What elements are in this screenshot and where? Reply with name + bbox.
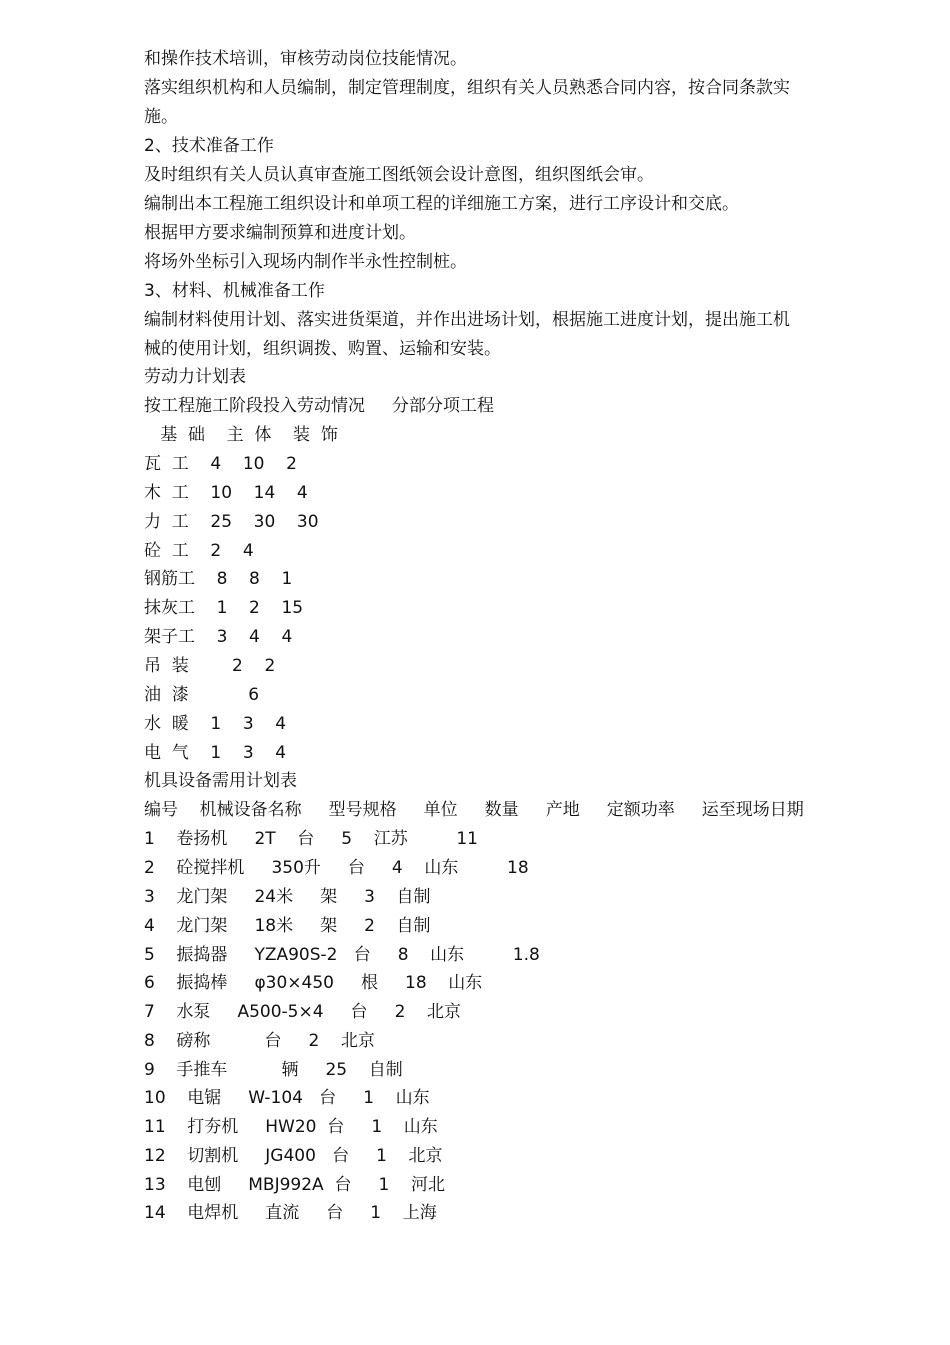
equipment-table-row: 8 磅称 台 2 北京 (144, 1031, 375, 1051)
equipment-table-row: 2 砼搅拌机 350升 台 4 山东 18 (144, 858, 529, 878)
text-line-construction-plan: 编制出本工程施工组织设计和单项工程的详细施工方案，进行工序设计和交底。 (144, 194, 739, 214)
text-line-organization: 落实组织机构和人员编制，制定管理制度，组织有关人员熟悉合同内容，按合同条款实 (144, 78, 790, 98)
section-heading-material-prep: 3、材料、机械准备工作 (144, 281, 325, 301)
labor-table-row: 吊 装 2 2 (144, 656, 276, 676)
text-line-budget: 根据甲方要求编制预算和进度计划。 (144, 223, 416, 243)
equipment-table-row: 10 电锯 W-104 台 1 山东 (144, 1088, 430, 1108)
text-line-organization-cont: 施。 (144, 107, 178, 127)
labor-table-row: 砼 工 2 4 (144, 541, 254, 561)
equipment-table-row: 1 卷扬机 2T 台 5 江苏 11 (144, 829, 478, 849)
labor-table-row: 瓦 工 4 10 2 (144, 454, 297, 474)
labor-table-row: 架子工 3 4 4 (144, 627, 293, 647)
text-line-material-plan-cont: 械的使用计划，组织调拨、购置、运输和安装。 (144, 339, 501, 359)
labor-table-row: 油 漆 6 (144, 685, 260, 705)
equipment-table-row: 4 龙门架 18米 架 2 自制 (144, 916, 431, 936)
text-line-drawing-review: 及时组织有关人员认真审查施工图纸领会设计意图，组织图纸会审。 (144, 165, 654, 185)
text-line-training: 和操作技术培训，审核劳动岗位技能情况。 (144, 49, 467, 69)
labor-table-row: 钢筋工 8 8 1 (144, 569, 293, 589)
equipment-table-row: 14 电焊机 直流 台 1 上海 (144, 1203, 437, 1223)
text-line-material-plan: 编制材料使用计划、落实进货渠道，并作出进场计划，根据施工进度计划，提出施工机 (144, 310, 790, 330)
labor-table-header: 基 础 主 体 装 饰 (144, 425, 338, 445)
equipment-table-row: 3 龙门架 24米 架 3 自制 (144, 887, 431, 907)
equipment-table-row: 12 切割机 JG400 台 1 北京 (144, 1146, 443, 1166)
equipment-table-row: 11 打夯机 HW20 台 1 山东 (144, 1117, 438, 1137)
equipment-table-row: 13 电刨 MBJ992A 台 1 河北 (144, 1175, 445, 1195)
labor-table-row: 木 工 10 14 4 (144, 483, 308, 503)
section-heading-tech-prep: 2、技术准备工作 (144, 136, 274, 156)
labor-table-row: 水 暖 1 3 4 (144, 714, 287, 734)
equipment-table-title: 机具设备需用计划表 (144, 771, 297, 791)
equipment-table-header: 编号 机械设备名称 型号规格 单位 数量 产地 定额功率 运至现场日期 (144, 800, 804, 820)
labor-table-row: 抹灰工 1 2 15 (144, 598, 304, 618)
labor-table-row: 电 气 1 3 4 (144, 743, 287, 763)
labor-table-row: 力 工 25 30 30 (144, 512, 319, 532)
equipment-table-row: 9 手推车 辆 25 自制 (144, 1060, 403, 1080)
labor-table-title: 劳动力计划表 (144, 367, 246, 387)
labor-table-caption: 按工程施工阶段投入劳动情况 分部分项工程 (144, 396, 495, 416)
equipment-table-row: 7 水泵 A500-5×4 台 2 北京 (144, 1002, 462, 1022)
equipment-table-row: 6 振捣棒 φ30×450 根 18 山东 (144, 973, 483, 993)
equipment-table-row: 5 振捣器 YZA90S-2 台 8 山东 1.8 (144, 945, 540, 965)
text-line-control-pile: 将场外坐标引入现场内制作半永性控制桩。 (144, 252, 467, 272)
